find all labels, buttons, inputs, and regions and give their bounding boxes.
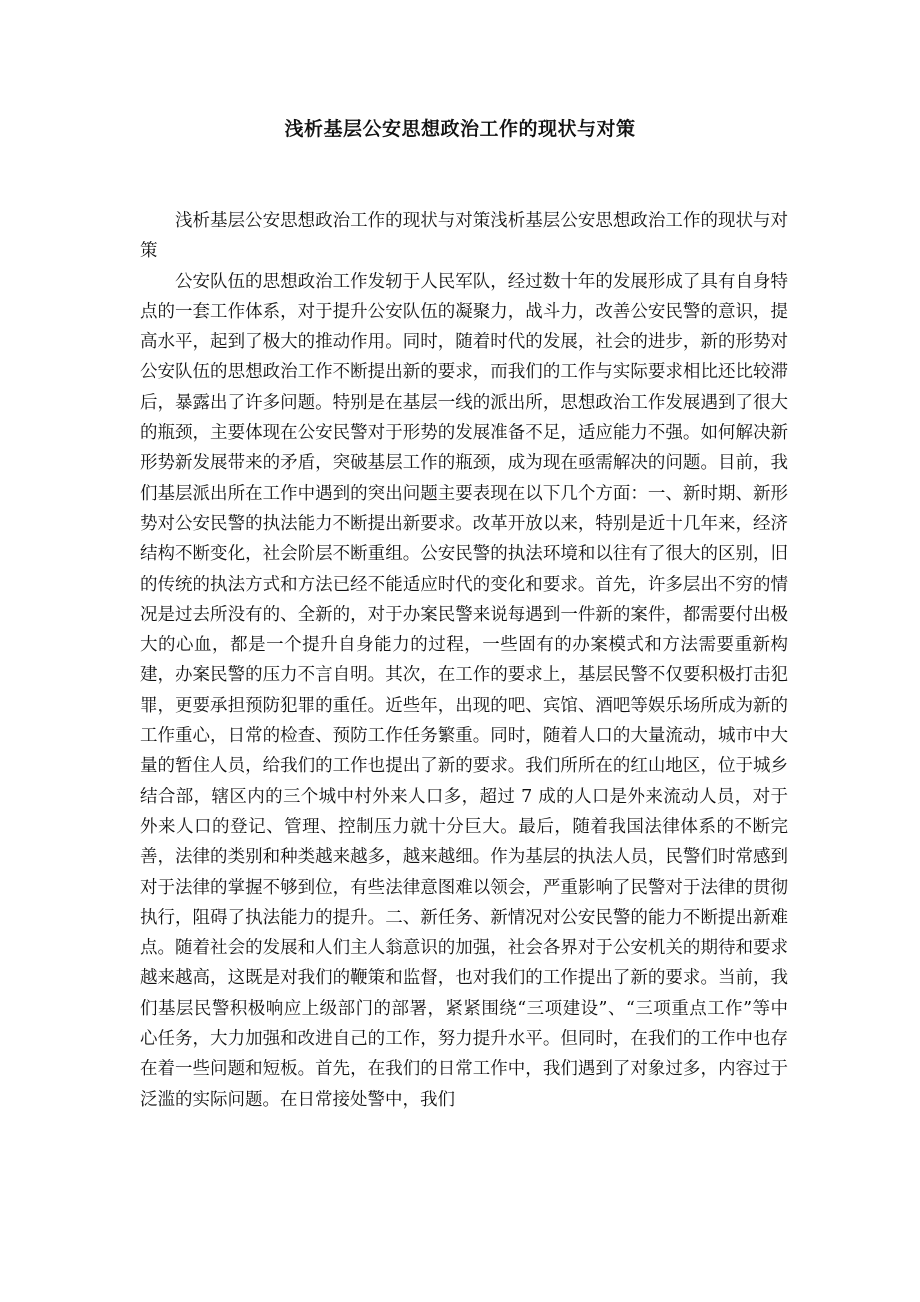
main-paragraph: 公安队伍的思想政治工作发轫于人民军队，经过数十年的发展形成了具有自身特点的一套工作体系，对于提升公安队伍的凝聚力，战斗力，改善公安民警的意识，提高水平，起到了极大的推动作用。同时，随着时代的发展，社会的进步，新的形势对公安队伍的思想政治工作不断提出新的要求，而我们的工作与实际要求相比还比较滞后，暴露出了许多问题。特别是在基层一线的派出所，思想政治工作发展遇到了很大的瓶颈，主要体现在公安民警对于形势的发展准备不足，适应能力不强。如何解决新形势新发展带来的矛盾，突破基层工作的瓶颈，成为现在亟需解决的问题。目前，我们基层派出所在工作中遇到的突出问题主要表现在以下几个方面：一、新时期、新形势对公安民警的执法能力不断提出新要求。改革开放以来，特别是近十几年来，经济结构不断变化，社会阶层不断重组。公安民警的执法环境和以往有了很大的区别，旧的传统的执法方式和方法已经不能适应时代的变化和要求。首先，许多层出不穷的情况是过去所没有的、全新的，对于办案民警来说每遇到一件新的案件，都需要付出极大的心血，都是一个提升自身能力的过程，一些固有的办案模式和方法需要重新构建，办案民警的压力不言自明。其次，在工作的要求上，基层民警不仅要积极打击犯罪，更要承担预防犯罪的重任。近些年，出现的吧、宾馆、酒吧等娱乐场所成为新的工作重心，日常的检查、预防工作任务繁重。同时，随着人口的大量流动，城市中大量的暂住人员，给我们的工作也提出了新的要求。我们所所在的红山地区，位于城乡结合部，辖区内的三个城中村外来人口多，超过 7 成的人口是外来流动人员，对于外来人口的登记、管理、控制压力就十分巨大。最后，随着我国法律体系的不断完善，法律的类别和种类越来越多，越来越细。作为基层的执法人员，民警们时常感到对于法律的掌握不够到位，有些法律意图难以领会，严重影响了民警对于法律的贯彻执行，阻碍了执法能力的提升。二、新任务、新情况对公安民警的能力不断提出新难点。随着社会的发展和人们主人翁意识的加强，社会各界对于公安机关的期待和要求越来越高，这既是对我们的鞭策和监督，也对我们的工作提出了新的要求。当前，我们基层民警积极响应上级部门的部署，紧紧围绕“三项建设”、“三项重点工作”等中心任务，大力加强和改进自己的工作，努力提升水平。但同时，在我们的工作中也存在着一些问题和短板。首先，在我们的日常工作中，我们遇到了对象过多，内容过于泛滥的实际问题。在日常接处警中，我们: [140, 271, 788, 1110]
intro-paragraph: 浅析基层公安思想政治工作的现状与对策浅析基层公安思想政治工作的现状与对策: [140, 211, 788, 262]
document-body: [140, 206, 788, 1115]
document-title: 浅析基层公安思想政治工作的现状与对策: [284, 118, 636, 140]
